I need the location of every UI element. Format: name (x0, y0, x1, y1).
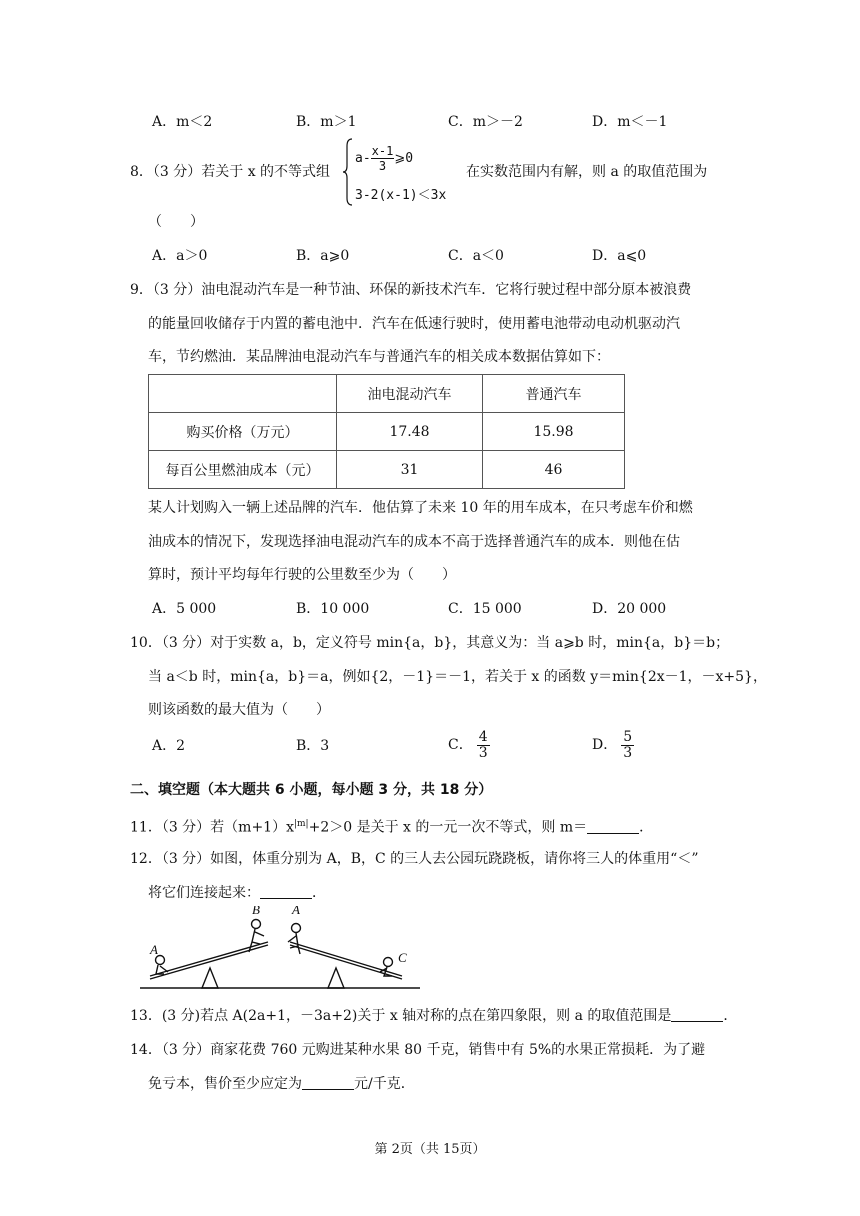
q8-option-d: D．a⩽0 (592, 248, 647, 264)
q13-end: ． (723, 1008, 738, 1024)
q11-post: +2＞0 是关于 x 的一元一次不等式，则 m＝ (308, 819, 588, 836)
option-d-numerator: 5 (623, 728, 633, 745)
table-header-row (149, 375, 625, 413)
q13-text: 13．(3 分)若点 A(2a+1，－3a+2)关于 x 轴对称的点在第四象限，则 a 的取值范围是 (130, 1008, 672, 1024)
q8-option-b: B．a⩾0 (296, 248, 350, 264)
row1-numerator: x-1 (371, 144, 394, 158)
q7-option-c: C．m＞－2 (448, 114, 523, 130)
q10-option-c (448, 726, 490, 764)
q9-line-1: 9．（3 分）油电混动汽车是一种节油、环保的新技术汽车．它将行驶过程中部分原本被浪费 (130, 282, 692, 298)
q11-exponent: |m| (293, 819, 309, 829)
q12-end: ． (312, 885, 326, 901)
q14-pre: 免亏本，售价至少应定为 (148, 1076, 302, 1092)
q11-pre: 11．（3 分）若（m+1）x (130, 819, 294, 836)
q8-option-c: C．a＜0 (448, 248, 504, 264)
table-cell: 17.48 (337, 413, 483, 451)
option-c-numerator: 4 (478, 728, 488, 745)
option-c-label: C． (448, 737, 473, 753)
answer-blank[interactable] (302, 1075, 354, 1090)
q10-option-b: B．3 (296, 738, 330, 754)
q9-line-3: 车，节约燃油．某品牌油电混动汽车与普通汽车的相关成本数据估算如下： (148, 349, 610, 365)
q10-option-a: A．2 (152, 738, 186, 754)
answer-blank[interactable] (260, 884, 312, 899)
table-corner-cell (149, 375, 337, 413)
brace-icon (343, 138, 353, 206)
table-row-label: 每百公里燃油成本（元） (149, 451, 337, 489)
fig-label-a-left: A (150, 942, 158, 957)
table-cell: 15.98 (483, 413, 625, 451)
q9-line-5: 油成本的情况下，发现选择油电混动汽车的成本不高于选择普通汽车的成本．则他在估 (148, 534, 680, 550)
q9-option-a: A．5 000 (152, 601, 217, 617)
q8-stem-suffix: 在实数范围内有解，则 a 的取值范围为 (466, 164, 708, 180)
table-row (149, 451, 625, 489)
seesaw-figure (140, 906, 420, 992)
fig-label-b: B (252, 906, 260, 917)
inequality-system (343, 138, 463, 206)
option-d-fraction (621, 730, 634, 761)
option-d-label: D． (592, 737, 618, 753)
q9-option-d: D．20 000 (592, 601, 667, 617)
table-row-label: 购买价格（万元） (149, 413, 337, 451)
q9-line-4: 某人计划购入一辆上述品牌的汽车．他估算了未来 10 年的用车成本，在只考虑车价和燃 (148, 500, 693, 516)
q10-line-1: 10．（3 分）对于实数 a，b，定义符号 min{a，b}，其意义为：当 a⩾b 时，min{a，b}＝b； (130, 635, 730, 651)
row1-fraction (371, 144, 395, 173)
q11-end: ． (639, 819, 654, 836)
q14-post: 元/千克． (354, 1076, 415, 1092)
seesaw-left (140, 920, 280, 989)
q8-answer-paren: （ ） (148, 214, 204, 230)
q12-line-2-text: 将它们连接起来： (148, 885, 260, 901)
row1-relation: ⩾0 (394, 151, 414, 166)
fig-label-c: C (398, 950, 407, 965)
table-row (149, 413, 625, 451)
table-header-hybrid: 油电混动汽车 (337, 375, 483, 413)
answer-blank[interactable] (671, 1007, 723, 1022)
q9-line-6: 算时，预计平均每年行驶的公里数至少为（ ） (148, 567, 456, 583)
option-d-denominator: 3 (623, 744, 633, 761)
page-footer: 第 2页（共 15页） (374, 1142, 486, 1157)
q12-line-1: 12．（3 分）如图，体重分别为 A，B，C 的三人去公园玩跷跷板，请你将三人的体重用“＜” (130, 851, 699, 867)
q8-option-a: A．a＞0 (152, 248, 208, 264)
system-row-2: 3-2(x-1)＜3x (355, 188, 447, 203)
row1-denominator: 3 (378, 159, 387, 173)
table-header-regular: 普通汽车 (483, 375, 625, 413)
q7-option-a: A．m＜2 (152, 114, 213, 130)
q11-stem (130, 814, 653, 838)
q14-line-2 (148, 1074, 415, 1094)
q10-line-3: 则该函数的最大值为（ ） (148, 702, 330, 718)
q9-option-b: B．10 000 (296, 601, 370, 617)
cost-table (148, 374, 625, 489)
q13-stem (130, 1006, 737, 1026)
row1-a: a- (355, 151, 371, 166)
q10-line-2: 当 a＜b 时，min{a，b}＝a，例如{2，－1}＝－1，若关于 x 的函数 y＝min{2x－1，－x+5}， (148, 669, 767, 685)
answer-blank[interactable] (587, 819, 639, 834)
q9-line-2: 的能量回收储存于内置的蓄电池中．汽车在低速行驶时，使用蓄电池带动电动机驱动汽 (148, 316, 680, 332)
q14-line-1: 14．（3 分）商家花费 760 元购进某种水果 80 千克，销售中有 5%的水果正常损耗．为了避 (130, 1042, 706, 1058)
q10-option-d (592, 726, 634, 764)
q7-option-b: B．m＞1 (296, 114, 357, 130)
table-cell: 31 (337, 451, 483, 489)
fig-label-a-right: A (292, 906, 300, 917)
system-row-1 (355, 144, 413, 173)
option-c-fraction (477, 730, 490, 761)
q9-option-c: C．15 000 (448, 601, 522, 617)
q12-line-2 (148, 883, 326, 903)
q7-option-d: D．m＜－1 (592, 114, 668, 130)
q8-stem-prefix: 8．（3 分）若关于 x 的不等式组 (130, 164, 331, 180)
option-c-denominator: 3 (478, 744, 488, 761)
section-heading: 二、填空题（本大题共 6 小题，每小题 3 分，共 18 分） (130, 782, 493, 798)
table-cell: 46 (483, 451, 625, 489)
